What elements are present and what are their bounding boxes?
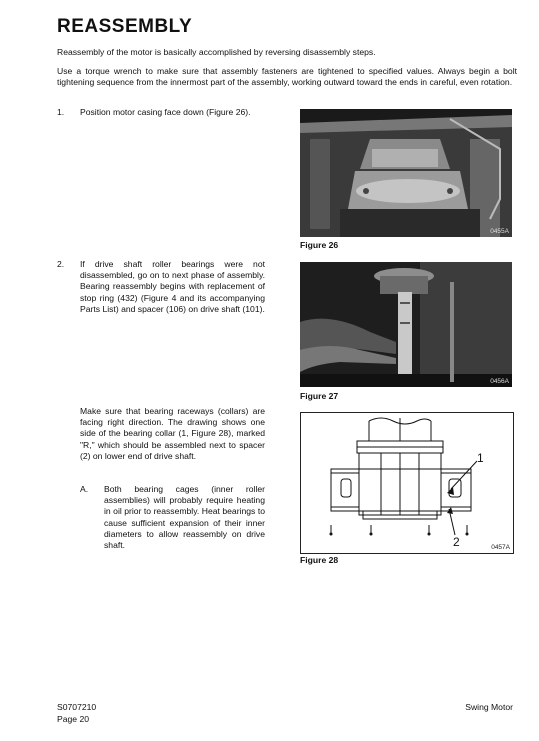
note-paragraph: Make sure that bearing raceways (collars) are facing right direction. The drawing shows one side of the bearing collar (1, Figure 28), marked "R," which should be assembled next to spacer (2) on lower end of drive shaft. — [80, 406, 265, 461]
step-text: If drive shaft roller bearings were not disassembled, go on to next phase of assembly. Bearing reassembly begins with replacement of stop ring (432) (Figure 4 and its accompanying Parts List) and spacer (106) on drive shaft (101). — [80, 259, 265, 314]
substep-text: Both bearing cages (inner roller assemblies) will probably require heating in oil prior to reassembly. Heat bearings to cause sufficient expansion of their inner diameters to allow reassembly on drive shaft. — [104, 484, 265, 551]
figure-code: 0456A — [490, 378, 509, 385]
figure-code: 0455A — [490, 228, 509, 235]
drive-shaft-photo-icon — [300, 262, 512, 387]
step-text: Position motor casing face down (Figure 26). — [80, 107, 251, 117]
callout-1: 1 — [477, 451, 484, 465]
footer-section: Swing Motor — [465, 702, 513, 712]
figure-28-drawing — [300, 412, 514, 554]
callout-2: 2 — [453, 535, 460, 549]
intro-paragraph-2: Use a torque wrench to make sure that assembly fasteners are tightened to specified values. Always begin a bolt tightening sequence from the innermost part of the assembly, working outward toward the ends in careful, even rotation. — [57, 66, 517, 88]
step-number: 2. — [57, 259, 65, 269]
footer-page-number: Page 20 — [57, 714, 90, 724]
figure-caption: Figure 28 — [300, 555, 339, 565]
step-number: 1. — [57, 107, 65, 117]
figure-caption: Figure 27 — [300, 391, 339, 401]
figure-26-photo — [300, 109, 512, 237]
page-title: REASSEMBLY — [57, 16, 193, 37]
figure-27-photo — [300, 262, 512, 387]
bearing-collar-diagram-icon — [301, 413, 513, 553]
intro-paragraph: Reassembly of the motor is basically accomplished by reversing disassembly steps. — [57, 47, 376, 57]
footer-doc-id: S0707210 — [57, 702, 97, 712]
motor-casing-photo-icon — [300, 109, 512, 237]
figure-code: 0457A — [491, 544, 510, 551]
substep-letter: A. — [80, 484, 89, 494]
figure-caption: Figure 26 — [300, 240, 339, 250]
